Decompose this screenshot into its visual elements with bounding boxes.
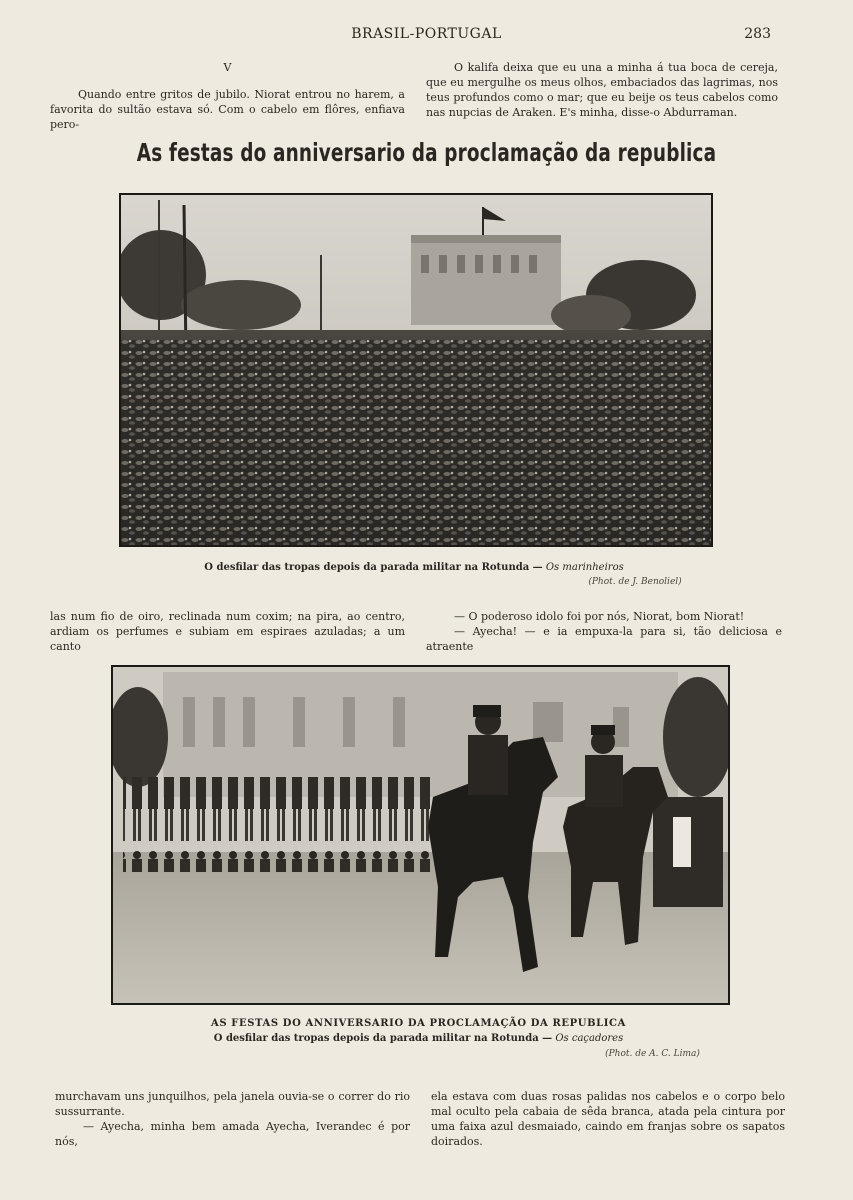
article-headline: As festas do anniversario da proclamação da republica [136, 138, 717, 167]
photo2-credit: (Phot. de A. C. Lima) [605, 1049, 700, 1059]
bottom-right-paragraph: ela estava com duas rosas palidas nos cabelos e o corpo belo mal oculto pela cabaia de sêda branca, atada pela cintura por uma faixa azul desmaiado, caindo em franjas sobre os sapatos doirados. [431, 1090, 785, 1148]
middle-left-column [50, 609, 405, 654]
photo-cacadores-horsemen [111, 665, 730, 1005]
middle-right-line2: — Ayecha! — e ia empuxa-la para si, tão deliciosa e atraente [426, 625, 782, 653]
top-right-column [426, 60, 778, 120]
running-title: BRASIL-PORTUGAL [351, 26, 502, 42]
page-number: 283 [744, 26, 771, 42]
bottom-left-column [55, 1089, 410, 1149]
photo2-caption [111, 1033, 726, 1044]
section-numeral: V [223, 61, 232, 74]
photo-marines-crowd [119, 193, 713, 547]
bottom-right-column [431, 1089, 785, 1149]
photo1-caption [119, 562, 709, 573]
photo2-caption-main: O desfilar das tropas depois da parada militar na Rotunda — [213, 1033, 553, 1044]
bottom-left-paragraph: murchavam uns junquilhos, pela janela ouvia-se o correr do rio sussurrante. [55, 1090, 410, 1118]
photo1-credit: (Phot. de J. Benoliel) [588, 577, 682, 587]
bottom-left-line2: — Ayecha, minha bem amada Ayecha, Iverandec é por nós, [55, 1120, 410, 1148]
photo2-caption-subject: Os caçadores [555, 1033, 624, 1044]
photo-cacadores-image [113, 667, 728, 1003]
middle-right-line1: — O poderoso idolo foi por nós, Niorat, bom Niorat! [454, 610, 745, 623]
photo1-caption-subject: Os marinheiros [545, 562, 624, 573]
top-left-paragraph: Quando entre gritos de jubilo. Niorat entrou no harem, a favorita do sultão estava só. Com o cabelo em flôres, enfiava pero- [50, 88, 405, 131]
middle-right-column [426, 609, 782, 654]
top-left-column [50, 60, 405, 132]
top-right-paragraph: O kalifa deixa que eu una a minha á tua boca de cereja, que eu mergulhe os meus olhos, embaciados das lagrimas, nos teus profundos como o mar; que eu beije os teus cabelos como nas nupcias de Araken. E's minha, disse-o Abdurraman. [426, 61, 778, 119]
photo2-caption-title: AS FESTAS DO ANNIVERSARIO DA PROCLAMAÇÃO DA REPUBLICA [211, 1018, 626, 1029]
middle-left-paragraph: las num fio de oiro, reclinada num coxim; na pira, ao centro, ardiam os perfumes e subiam em espiraes azuladas; a um canto [50, 610, 405, 653]
photo-marines-image [121, 195, 711, 545]
photo1-caption-main: O desfilar das tropas depois da parada militar na Rotunda — [204, 562, 543, 573]
